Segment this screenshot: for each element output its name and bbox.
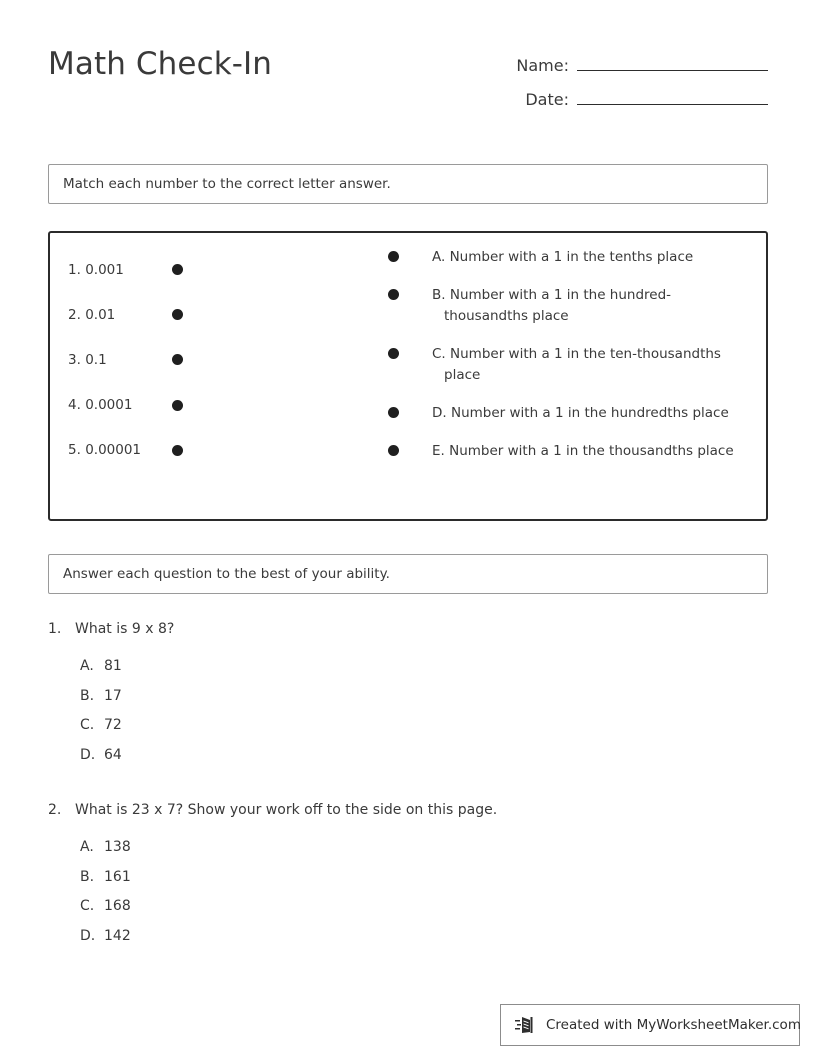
page-title: Math Check-In [48, 46, 273, 82]
question-heading [48, 618, 768, 640]
matching-left-item[interactable] [68, 247, 248, 292]
created-with-badge[interactable] [500, 1004, 800, 1046]
question-prompt: What is 23 x 7? Show your work off to the side on this page. [75, 802, 498, 818]
matching-left-dot[interactable] [172, 445, 183, 456]
matching-left-item[interactable] [68, 428, 248, 473]
question-choices [80, 652, 768, 770]
matching-left-number: 3. [68, 351, 81, 368]
matching-right-dot[interactable] [388, 445, 399, 456]
question-item [48, 799, 768, 951]
choice-text: 142 [104, 927, 131, 944]
matching-left-item[interactable] [68, 337, 248, 382]
matching-right-label: E. Number with a 1 in the thousandths place [432, 443, 734, 459]
matching-left-dot[interactable] [172, 309, 183, 320]
choice-option[interactable] [80, 682, 768, 712]
question-number: 2. [48, 802, 62, 818]
name-row [448, 50, 768, 84]
matching-right-label: B. Number with a 1 in the hundred-thousandths place [432, 287, 672, 324]
question-heading [48, 799, 768, 821]
matching-right-dot[interactable] [388, 407, 399, 418]
questions-section [48, 618, 768, 980]
matching-left-value: 0.00001 [85, 442, 142, 459]
choice-text: 81 [104, 658, 122, 674]
choice-text: 168 [104, 898, 131, 914]
choice-option[interactable] [80, 833, 768, 863]
worksheet-header [48, 44, 768, 124]
choice-letter: B. [80, 687, 95, 704]
choice-option[interactable] [80, 892, 768, 922]
choice-letter: D. [80, 927, 96, 944]
choice-letter: D. [80, 746, 96, 763]
choice-option[interactable] [80, 652, 768, 682]
name-label: Name: [516, 56, 569, 75]
matching-left-value: 0.01 [85, 306, 116, 323]
question-number: 1. [48, 621, 62, 637]
matching-right-label: A. Number with a 1 in the tenths place [432, 249, 694, 265]
matching-right-dot[interactable] [388, 289, 399, 300]
question-item [48, 618, 768, 770]
matching-right-label: D. Number with a 1 in the hundredths place [432, 405, 729, 421]
matching-right-dot[interactable] [388, 251, 399, 262]
matching-left-column [68, 247, 248, 473]
matching-left-number: 5. [68, 442, 81, 459]
matching-left-dot[interactable] [172, 264, 183, 275]
worksheet-maker-logo-icon [514, 1013, 538, 1037]
matching-right-column [388, 247, 748, 479]
matching-left-dot[interactable] [172, 354, 183, 365]
choice-text: 138 [104, 839, 131, 855]
matching-right-item[interactable] [388, 285, 748, 327]
matching-left-label [68, 397, 172, 413]
choice-option[interactable] [80, 711, 768, 741]
instruction-questions: Answer each question to the best of your ability. [48, 554, 768, 594]
choice-text: 72 [104, 717, 122, 733]
choice-letter: C. [80, 717, 95, 733]
instruction-matching: Match each number to the correct letter answer. [48, 164, 768, 204]
matching-left-number: 2. [68, 306, 81, 323]
choice-option[interactable] [80, 741, 768, 771]
choice-text: 64 [104, 746, 122, 763]
name-date-block [448, 50, 768, 118]
matching-left-label [68, 307, 172, 323]
matching-right-item[interactable] [388, 441, 748, 462]
matching-left-value: 0.0001 [85, 397, 133, 414]
matching-right-dot[interactable] [388, 348, 399, 359]
choice-letter: C. [80, 898, 95, 914]
choice-option[interactable] [80, 922, 768, 952]
matching-exercise-box [48, 231, 768, 521]
date-input-line[interactable] [577, 84, 768, 105]
choice-letter: B. [80, 868, 95, 885]
choice-letter: A. [80, 658, 94, 674]
choice-letter: A. [80, 839, 94, 855]
choice-text: 161 [104, 868, 131, 885]
matching-left-item[interactable] [68, 292, 248, 337]
matching-left-number: 1. [68, 261, 81, 278]
matching-right-item[interactable] [388, 247, 748, 268]
matching-right-label: C. Number with a 1 in the ten-thousandths place [432, 346, 721, 383]
choice-text: 17 [104, 687, 122, 704]
choice-option[interactable] [80, 863, 768, 893]
created-with-text: Created with MyWorksheetMaker.com [546, 1017, 801, 1033]
matching-left-label [68, 352, 172, 368]
matching-left-label [68, 262, 172, 278]
matching-left-number: 4. [68, 397, 81, 414]
question-prompt: What is 9 x 8? [75, 621, 175, 637]
matching-left-label [68, 442, 172, 458]
matching-right-item[interactable] [388, 344, 748, 386]
matching-right-item[interactable] [388, 403, 748, 424]
date-row [448, 84, 768, 118]
name-input-line[interactable] [577, 50, 768, 71]
matching-left-value: 0.001 [85, 261, 124, 278]
matching-left-value: 0.1 [85, 351, 107, 368]
question-choices [80, 833, 768, 951]
matching-left-item[interactable] [68, 383, 248, 428]
matching-left-dot[interactable] [172, 400, 183, 411]
date-label: Date: [525, 90, 569, 109]
